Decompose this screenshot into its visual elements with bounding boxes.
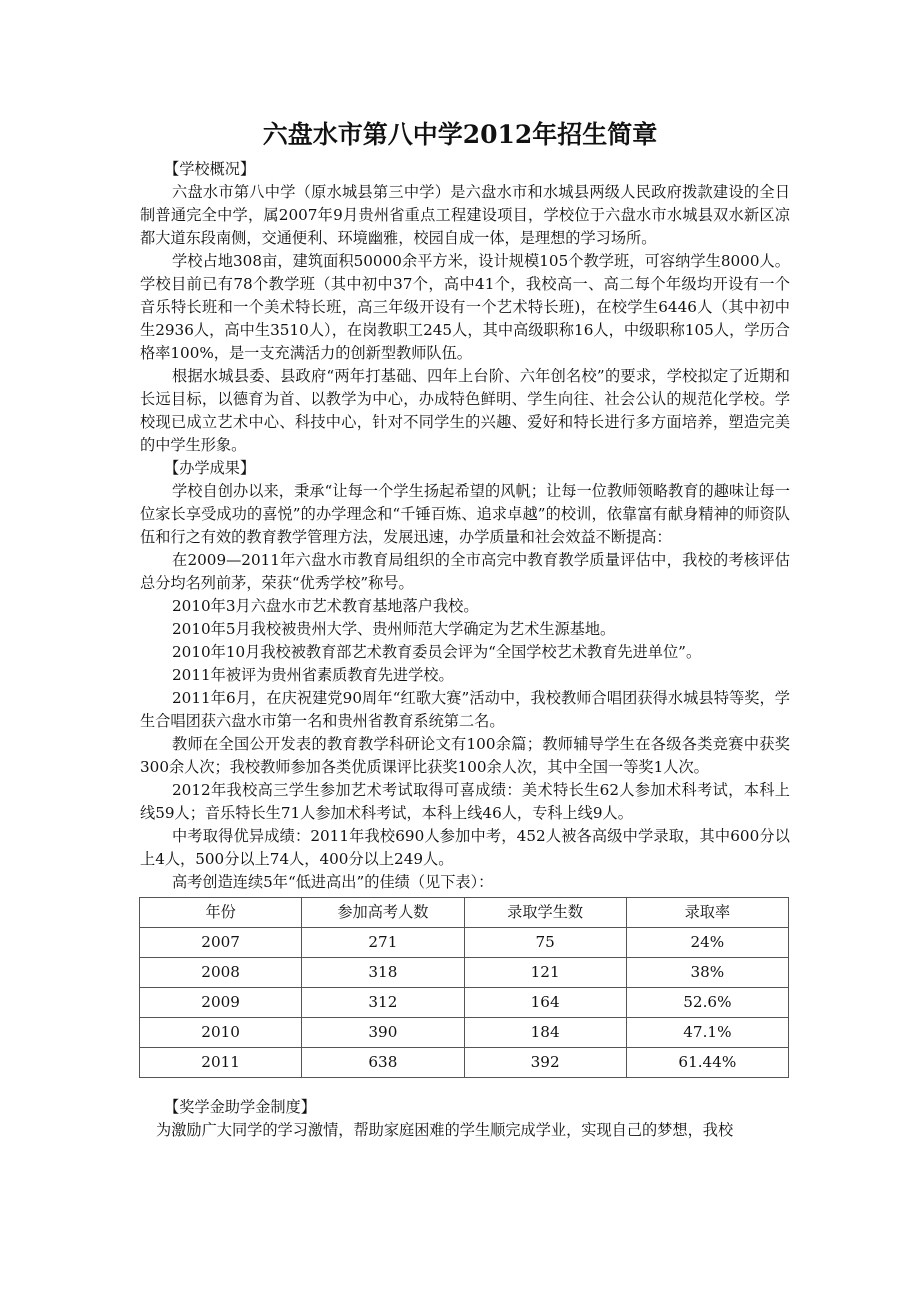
cell-year: 2008 <box>140 958 302 988</box>
table-row <box>140 1048 789 1078</box>
table-row <box>140 1018 789 1048</box>
table-row <box>140 988 789 1018</box>
paragraph: 2011年被评为贵州省素质教育先进学校。 <box>172 666 454 684</box>
paragraph: 中考取得优异成绩：2011年我校690人参加中考，452人被各高级中学录取，其中600分以上4人，500分以上74人，400分以上249人。 <box>140 827 790 868</box>
cell-year: 2009 <box>140 988 302 1018</box>
cell-rate: 24% <box>626 928 788 958</box>
section-heading-overview: 【学校概况】 <box>164 160 256 178</box>
cell-rate: 61.44% <box>626 1048 788 1078</box>
cell-admitted: 184 <box>464 1018 626 1048</box>
paragraph: 2010年5月我校被贵州大学、贵州师范大学确定为艺术生源基地。 <box>172 620 616 638</box>
column-header-year: 年份 <box>140 898 302 928</box>
cell-participants: 312 <box>302 988 464 1018</box>
cell-admitted: 164 <box>464 988 626 1018</box>
cell-participants: 638 <box>302 1048 464 1078</box>
cell-year: 2011 <box>140 1048 302 1078</box>
gaokao-results-table <box>139 897 789 1078</box>
paragraph: 学校占地308亩，建筑面积50000余平方米，设计规模105个教学班，可容纳学生8000人。学校目前已有78个教学班（其中初中37个，高中41个，我校高一、高二每个年级均开设有一个音乐特长班和一个美术特长班，高三年级开设有一个艺术特长班)，在校学生6446人（其中初中生2936人，高中生3510人），在岗教职工245人，其中高级职称16人，中级职称105人，学历合格率100%，是一支充满活力的创新型教师队伍。 <box>140 252 790 362</box>
cell-participants: 318 <box>302 958 464 988</box>
cell-rate: 38% <box>626 958 788 988</box>
paragraph: 2010年3月六盘水市艺术教育基地落户我校。 <box>172 597 479 615</box>
table-row <box>140 958 789 988</box>
document-body <box>140 158 790 1142</box>
paragraph: 为激励广大同学的学习激情，帮助家庭困难的学生顺完成学业，实现自己的梦想，我校 <box>156 1121 734 1139</box>
paragraph: 学校自创办以来，秉承“让每一个学生扬起希望的风帆；让每一位教师领略教育的趣味让每一位家长享受成功的喜悦”的办学理念和“千锤百炼、追求卓越”的校训，依靠富有献身精神的师资队伍和行之有效的教育教学管理方法，发展迅速，办学质量和社会效益不断提高： <box>140 482 790 546</box>
paragraph: 教师在全国公开发表的教育教学科研论文有100余篇；教师辅导学生在各级各类竞赛中获奖300余人次；我校教师参加各类优质课评比获奖100余人次，其中全国一等奖1人次。 <box>140 735 790 776</box>
section-heading-achievements: 【办学成果】 <box>164 459 256 477</box>
paragraph: 2010年10月我校被教育部艺术教育委员会评为“全国学校艺术教育先进单位”。 <box>172 643 702 661</box>
cell-rate: 52.6% <box>626 988 788 1018</box>
cell-year: 2010 <box>140 1018 302 1048</box>
cell-admitted: 75 <box>464 928 626 958</box>
table-row <box>140 928 789 958</box>
column-header-admitted: 录取学生数 <box>464 898 626 928</box>
paragraph: 六盘水市第八中学（原水城县第三中学）是六盘水市和水城县两级人民政府拨款建设的全日制普通完全中学，属2007年9月贵州省重点工程建设项目，学校位于六盘水市水城县双水新区凉都大道东段南侧，交通便利、环境幽雅，校园自成一体，是理想的学习场所。 <box>140 183 790 247</box>
table-caption: 高考创造连续5年“低进高出”的佳绩（见下表）： <box>172 873 494 891</box>
paragraph: 2012年我校高三学生参加艺术考试取得可喜成绩：美术特长生62人参加术科考试，本科上线59人；音乐特长生71人参加术科考试，本科上线46人，专科上线9人。 <box>140 781 790 822</box>
paragraph: 在2009—2011年六盘水市教育局组织的全市高完中教育教学质量评估中，我校的考核评估总分均名列前茅，荣获“优秀学校”称号。 <box>140 551 790 592</box>
cell-admitted: 121 <box>464 958 626 988</box>
document-title: 六盘水市第八中学2012年招生简章 <box>262 120 658 149</box>
cell-admitted: 392 <box>464 1048 626 1078</box>
column-header-participants: 参加高考人数 <box>302 898 464 928</box>
paragraph: 2011年6月，在庆祝建党90周年“红歌大赛”活动中，我校教师合唱团获得水城县特等奖，学生合唱团获六盘水市第一名和贵州省教育系统第二名。 <box>140 689 790 730</box>
cell-participants: 390 <box>302 1018 464 1048</box>
table-header-row <box>140 898 789 928</box>
cell-participants: 271 <box>302 928 464 958</box>
column-header-rate: 录取率 <box>626 898 788 928</box>
paragraph: 根据水城县委、县政府“两年打基础、四年上台阶、六年创名校”的要求，学校拟定了近期和长远目标，以德育为首、以教学为中心，办成特色鲜明、学生向往、社会公认的规范化学校。学校现已成立艺术中心、科技中心，针对不同学生的兴趣、爱好和特长进行多方面培养，塑造完美的中学生形象。 <box>140 367 790 454</box>
cell-year: 2007 <box>140 928 302 958</box>
cell-rate: 47.1% <box>626 1018 788 1048</box>
section-heading-scholarship: 【奖学金助学金制度】 <box>164 1098 316 1116</box>
spacer <box>140 1078 790 1096</box>
